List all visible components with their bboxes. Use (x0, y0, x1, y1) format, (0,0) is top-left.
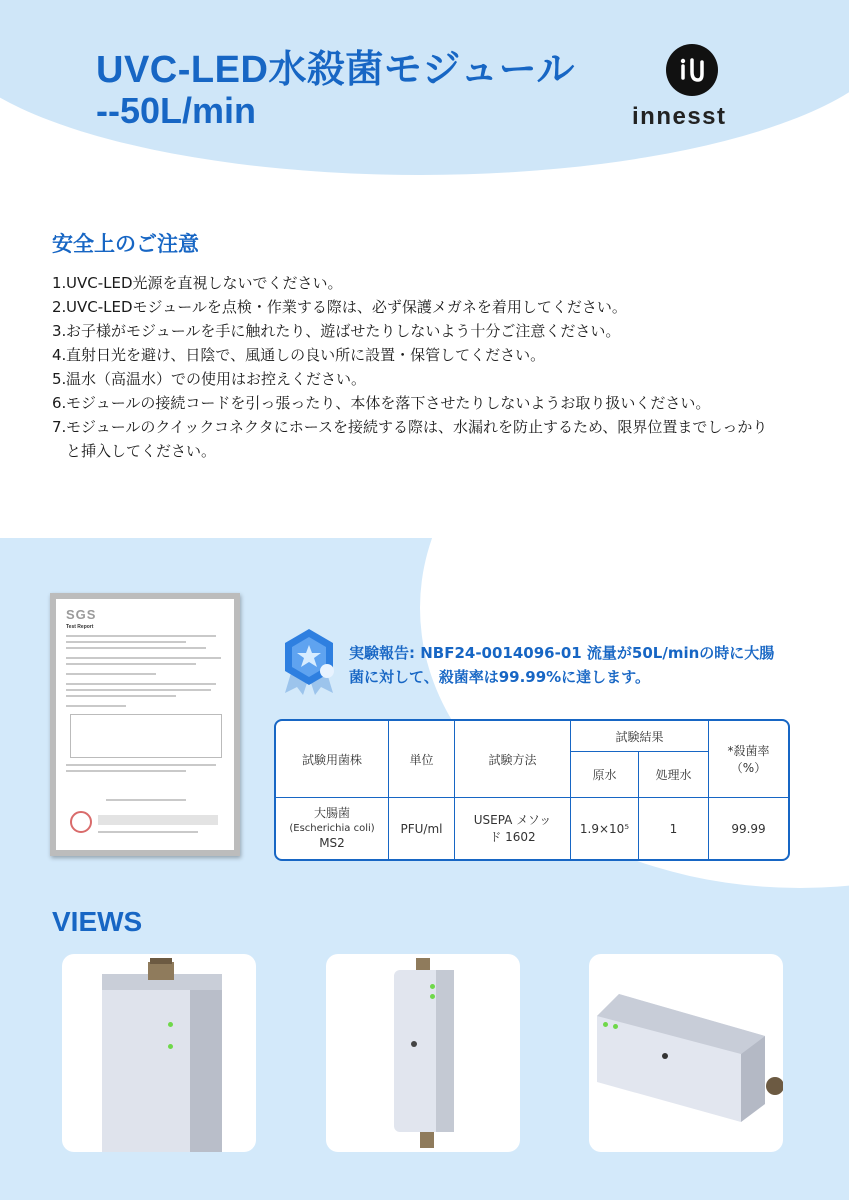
certificate-text-line (66, 770, 186, 772)
status-led-icon (613, 1024, 618, 1029)
certificate-heading: Test Report (66, 624, 94, 630)
item-number: 1. (52, 274, 67, 292)
status-led-icon (430, 984, 435, 989)
safety-list (52, 271, 792, 463)
item-text: 温水（高温水）での使用はお控えください。 (66, 370, 367, 388)
product-view-1 (62, 954, 256, 1152)
list-item (52, 367, 792, 391)
header-strain: 試験用菌株 (301, 752, 362, 767)
certificate-stamp (70, 811, 92, 833)
strain-name: 大腸菌 (313, 806, 350, 820)
safety-title: 安全上のご注意 (52, 232, 199, 256)
cell-raw-water: 1.9×10⁵ (579, 821, 630, 836)
certificate-text-line (66, 635, 216, 637)
strain-code: MS2 (319, 836, 345, 850)
list-item (52, 319, 792, 343)
module-front-image (62, 954, 256, 1152)
list-item (52, 295, 792, 319)
certificate-footer (98, 815, 218, 825)
item-number: 5. (52, 370, 67, 388)
sgs-logo: SGS (66, 607, 97, 622)
certificate-table (70, 714, 222, 758)
header-sterilization-rate: *殺菌率（%） (727, 744, 770, 775)
item-text: 直射日光を避け、日陰で、風通しの良い所に設置・保管してください。 (66, 346, 546, 364)
certificate-text-line (66, 647, 206, 649)
status-led-icon (168, 1022, 173, 1027)
status-led-icon (168, 1044, 173, 1049)
item-number: 7. (52, 418, 67, 436)
certificate-text-line (66, 663, 196, 665)
certificate-paper (56, 599, 234, 850)
test-report-statement: 実験報告: NBF24-0014096-01 流量が50L/minの時に大腸菌に対して、殺菌率は99.99%に達します。 (349, 644, 775, 686)
header-method: 試験方法 (488, 752, 537, 767)
header-results: 試験結果 (615, 729, 664, 744)
certificate-text-line (98, 831, 198, 833)
item-number: 3. (52, 322, 67, 340)
header-treated-water: 処理水 (655, 768, 692, 782)
views-title: VIEWS (52, 906, 143, 937)
brand-logo-icon (666, 44, 718, 96)
item-number: 2. (52, 298, 67, 316)
item-text: UVC-LED光源を直視しないでください。 (66, 274, 343, 292)
brand-name: innesst (632, 103, 727, 130)
item-number: 4. (52, 346, 67, 364)
product-view-2 (326, 954, 520, 1152)
list-item (52, 343, 792, 367)
status-led-icon (603, 1022, 608, 1027)
certificate-text-line (66, 657, 221, 659)
brand-logo-glyph (666, 44, 718, 96)
cell-treated-water: 1 (669, 821, 678, 836)
item-text: モジュールのクイックコネクタにホースを接続する際は、水漏れを防止するため、限界位置までしっかりと挿入してください。 (66, 418, 768, 460)
item-text: UVC-LEDモジュールを点検・作業する際は、必ず保護メガネを着用してください。 (66, 298, 627, 316)
certificate-text-line (66, 683, 216, 685)
award-medal-icon (277, 627, 341, 697)
cell-unit: PFU/ml (400, 821, 443, 836)
cell-method: USEPA メソッド 1602 (473, 812, 552, 844)
certificate-text-line (66, 764, 216, 766)
list-item (52, 391, 792, 415)
page-subtitle: --50L/min (96, 90, 257, 131)
item-number: 6. (52, 394, 67, 412)
certificate-text-line (66, 695, 176, 697)
certificate-text-line (106, 799, 186, 801)
certificate-text-line (66, 673, 156, 675)
module-side-image (326, 954, 520, 1152)
item-text: お子様がモジュールを手に触れたり、遊ばせたりしないよう十分ご注意ください。 (66, 322, 621, 340)
list-item (52, 415, 792, 463)
item-text: モジュールの接続コードを引っ張ったり、本体を落下させたりしないようお取り扱いください。 (66, 394, 711, 412)
header-raw-water: 原水 (592, 768, 617, 782)
certificate-text-line (66, 705, 126, 707)
certificate-text-line (66, 689, 211, 691)
sgs-certificate-image (50, 593, 240, 856)
page-title: UVC-LED水殺菌モジュール (96, 49, 575, 91)
header-unit: 単位 (409, 752, 434, 767)
cell-strain (276, 798, 388, 859)
certificate-text-line (66, 641, 186, 643)
status-led-icon (430, 994, 435, 999)
strain-scientific-name: (Escherichia coli) (289, 823, 375, 834)
cell-sterilization-rate: 99.99 (731, 821, 766, 836)
product-view-3 (589, 954, 783, 1152)
module-angled-image (589, 954, 783, 1152)
test-results-table (274, 719, 790, 861)
list-item (52, 271, 792, 295)
